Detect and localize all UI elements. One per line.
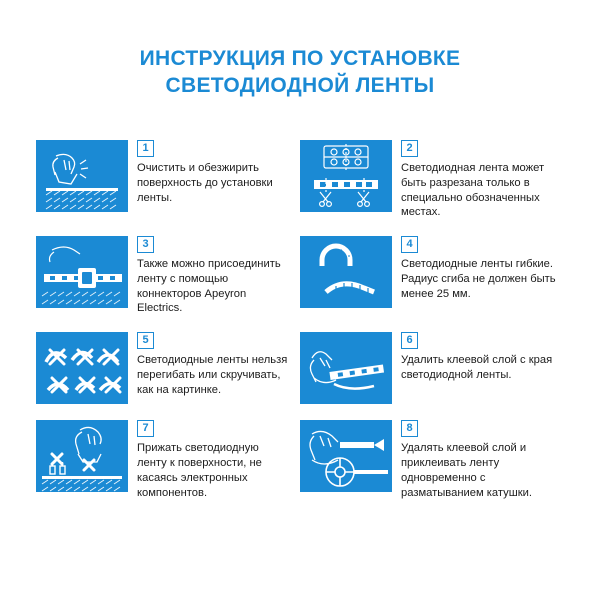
step-item: [300, 332, 564, 420]
step-5-number: 5: [137, 332, 154, 349]
step-4-description: Светодиодные ленты гибкие. Радиус сгиба не должен быть менее 25 мм.: [401, 258, 556, 300]
step-4-number: 4: [401, 236, 418, 253]
page-title-line-2: СВЕТОДИОДНОЙ ЛЕНТЫ: [165, 73, 435, 97]
step-1-description: Очистить и обезжирить поверхность до установки ленты.: [137, 162, 273, 204]
step-5-description: Светодиодные ленты нельзя перегибать или скручивать, как на картинке.: [137, 354, 288, 396]
press-strip-avoid-components-icon: [36, 420, 128, 492]
step-4-text-column: [392, 236, 564, 301]
step-item: [36, 420, 300, 516]
step-4-illustration: [300, 236, 392, 308]
page-title-line-1: ИНСТРУКЦИЯ ПО УСТАНОВКЕ: [139, 47, 461, 70]
connector-strip-icon: [36, 236, 128, 308]
step-2-illustration: [300, 140, 392, 212]
step-5-text-column: [128, 332, 290, 397]
step-6-illustration: [300, 332, 392, 404]
step-3-text-column: [128, 236, 290, 316]
step-5-illustration: [36, 332, 128, 404]
step-item: [36, 332, 300, 420]
step-6-description: Удалить клеевой слой с края светодиодной ленты.: [401, 354, 553, 382]
steps-grid: [36, 140, 564, 516]
step-3-description: Также можно присоединить ленту с помощью коннекторов Apeyron Electrics.: [137, 258, 281, 315]
step-6-number: 6: [401, 332, 418, 349]
step-2-description: Светодиодная лента может быть разрезана только в специально обозначенных местах.: [401, 162, 545, 219]
step-8-number: 8: [401, 420, 418, 437]
step-2-number: 2: [401, 140, 418, 157]
step-2-text-column: [392, 140, 564, 220]
page-title: [0, 0, 600, 100]
step-8-description: Удалять клеевой слой и приклеивать ленту одновременно с разматыванием катушки.: [401, 442, 532, 499]
step-8-text-column: [392, 420, 564, 500]
step-item: [300, 420, 564, 516]
hand-spray-cleaning-surface-icon: [36, 140, 128, 212]
step-7-text-column: [128, 420, 290, 500]
step-7-number: 7: [137, 420, 154, 437]
unroll-reel-and-stick-icon: [300, 420, 392, 492]
no-bend-no-twist-cross-icon: [36, 332, 128, 404]
step-item: [36, 140, 300, 236]
step-1-text-column: [128, 140, 290, 205]
step-1-number: 1: [137, 140, 154, 157]
peel-adhesive-layer-icon: [300, 332, 392, 404]
step-7-description: Прижать светодиодную ленту к поверхности, не касаясь электронных компонентов.: [137, 442, 262, 499]
step-3-illustration: [36, 236, 128, 308]
step-1-illustration: [36, 140, 128, 212]
bend-radius-strip-icon: [300, 236, 392, 308]
step-8-illustration: [300, 420, 392, 492]
step-7-illustration: [36, 420, 128, 492]
step-item: [36, 236, 300, 332]
step-item: [300, 140, 564, 236]
step-6-text-column: [392, 332, 564, 383]
step-3-number: 3: [137, 236, 154, 253]
step-item: [300, 236, 564, 332]
scissors-cut-line-strip-icon: [300, 140, 392, 212]
